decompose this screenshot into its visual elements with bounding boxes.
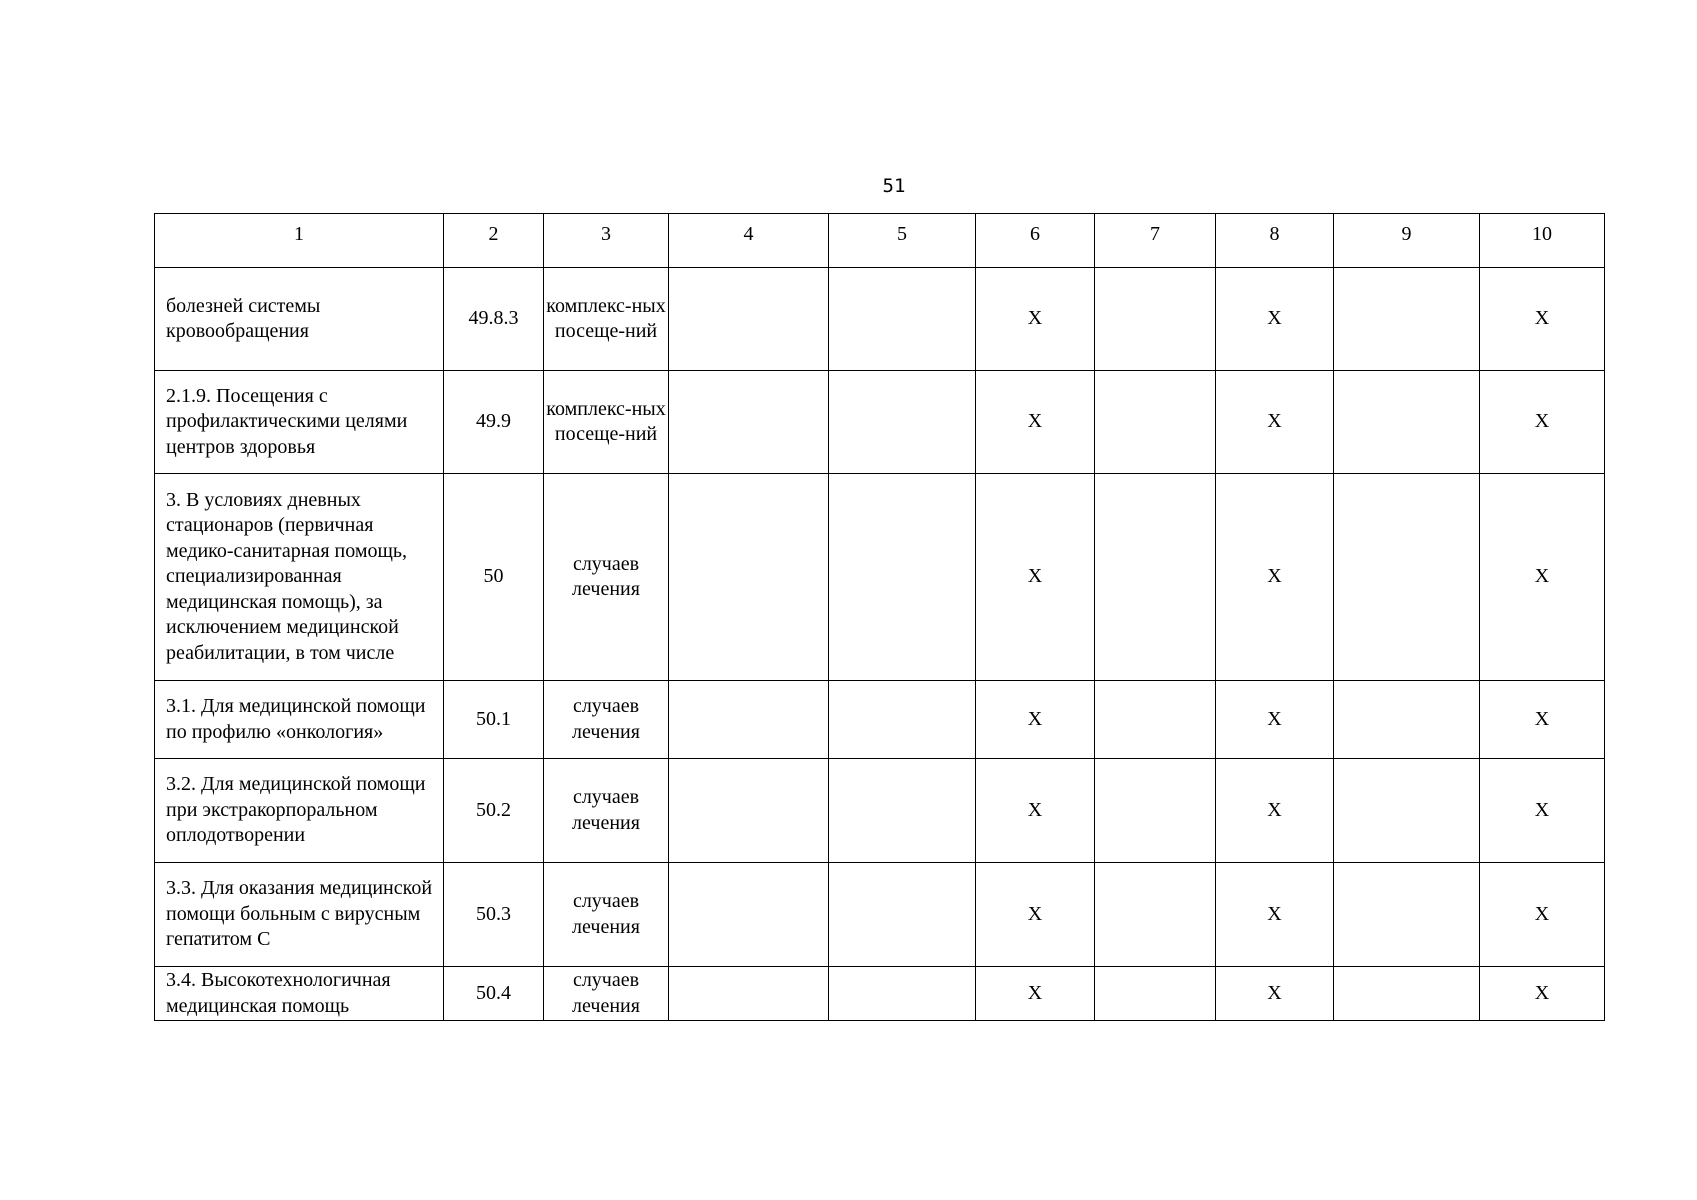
row-name-cell (155, 681, 444, 759)
row-name: 3.3. Для оказания медицинской помощи больным с вирусным гепатитом С (166, 877, 433, 951)
row-col8-cell: X (1216, 967, 1334, 1021)
table-row (155, 371, 1605, 474)
table-row (155, 681, 1605, 759)
row-col6-cell: X (976, 863, 1095, 967)
row-col7-cell (1095, 268, 1216, 371)
table-row (155, 474, 1605, 681)
row-col10-cell: X (1480, 967, 1605, 1021)
row-unit: случаев лечения (572, 695, 640, 743)
column-header: 6 (976, 214, 1095, 268)
row-col8-cell: X (1216, 474, 1334, 681)
row-col9-cell (1334, 681, 1480, 759)
row-col5-cell (829, 474, 976, 681)
row-col4-cell (669, 759, 829, 863)
row-col6-cell: X (976, 681, 1095, 759)
row-col4-cell (669, 681, 829, 759)
row-col5-cell (829, 681, 976, 759)
column-header: 4 (669, 214, 829, 268)
column-header: 10 (1480, 214, 1605, 268)
row-col8-cell: X (1216, 759, 1334, 863)
row-col9-cell (1334, 268, 1480, 371)
row-col7-cell (1095, 863, 1216, 967)
row-col10-cell: X (1480, 474, 1605, 681)
row-code-cell: 50 (444, 474, 544, 681)
row-col4-cell (669, 967, 829, 1021)
row-col9-cell (1334, 759, 1480, 863)
row-code-cell: 50.1 (444, 681, 544, 759)
row-col10-cell: X (1480, 863, 1605, 967)
row-unit: случаев лечения (572, 552, 640, 600)
row-col4-cell (669, 371, 829, 474)
row-code-cell: 49.8.3 (444, 268, 544, 371)
row-col4-cell (669, 474, 829, 681)
row-col8-cell: X (1216, 268, 1334, 371)
row-col9-cell (1334, 863, 1480, 967)
page-number: 51 (882, 175, 906, 197)
row-col6-cell: X (976, 371, 1095, 474)
row-col4-cell (669, 268, 829, 371)
row-unit-cell (544, 371, 669, 474)
row-name-cell (155, 759, 444, 863)
row-col7-cell (1095, 681, 1216, 759)
row-col8-cell: X (1216, 371, 1334, 474)
row-col7-cell (1095, 371, 1216, 474)
row-code-cell: 50.2 (444, 759, 544, 863)
row-col10-cell: X (1480, 268, 1605, 371)
row-code-cell: 49.9 (444, 371, 544, 474)
row-col6-cell: X (976, 967, 1095, 1021)
row-unit-cell (544, 681, 669, 759)
row-unit: случаев лечения (572, 890, 640, 938)
row-name: 3.1. Для медицинской помощи по профилю «онкология» (166, 695, 426, 743)
row-col6-cell: X (976, 474, 1095, 681)
table-header-row (155, 214, 1605, 268)
column-header: 9 (1334, 214, 1480, 268)
row-col6-cell: X (976, 268, 1095, 371)
row-col9-cell (1334, 967, 1480, 1021)
column-header: 2 (444, 214, 544, 268)
column-header: 5 (829, 214, 976, 268)
row-unit-cell (544, 863, 669, 967)
row-code-cell: 50.4 (444, 967, 544, 1021)
row-col7-cell (1095, 967, 1216, 1021)
table-row (155, 863, 1605, 967)
column-header: 3 (544, 214, 669, 268)
row-name-cell (155, 268, 444, 371)
row-name-cell (155, 371, 444, 474)
row-col5-cell (829, 863, 976, 967)
row-name-cell (155, 967, 444, 1021)
row-col8-cell: X (1216, 681, 1334, 759)
row-col5-cell (829, 268, 976, 371)
row-col6-cell: X (976, 759, 1095, 863)
row-name: 3. В условиях дневных стационаров (первичная медико-санитарная помощь, специализированная медицинская помощь), за исключением медицинской реабилитации, в том числе (166, 488, 408, 664)
row-col9-cell (1334, 371, 1480, 474)
table-row (155, 967, 1605, 1021)
row-unit-cell (544, 474, 669, 681)
row-col10-cell: X (1480, 371, 1605, 474)
row-name-cell (155, 863, 444, 967)
row-unit: случаев лечения (572, 969, 640, 1017)
column-header: 8 (1216, 214, 1334, 268)
row-name: 2.1.9. Посещения с профилактическими целями центров здоровья (166, 384, 408, 458)
row-col4-cell (669, 863, 829, 967)
row-unit: комплекс-ных посеще-ний (546, 294, 666, 342)
row-col9-cell (1334, 474, 1480, 681)
data-table (154, 213, 1605, 1021)
row-name: 3.4. Высокотехнологичная медицинская помощь (166, 969, 391, 1017)
row-unit-cell (544, 759, 669, 863)
row-col5-cell (829, 371, 976, 474)
table-row (155, 268, 1605, 371)
row-unit-cell (544, 967, 669, 1021)
row-name: болезней системы кровообращения (166, 294, 321, 342)
row-col10-cell: X (1480, 681, 1605, 759)
row-unit: случаев лечения (572, 786, 640, 834)
row-name-cell (155, 474, 444, 681)
row-col8-cell: X (1216, 863, 1334, 967)
row-col7-cell (1095, 759, 1216, 863)
row-name: 3.2. Для медицинской помощи при экстракорпоральном оплодотворении (166, 773, 426, 847)
row-unit-cell (544, 268, 669, 371)
column-header: 1 (155, 214, 444, 268)
column-header: 7 (1095, 214, 1216, 268)
table-row (155, 759, 1605, 863)
row-unit: комплекс-ных посеще-ний (546, 397, 666, 445)
row-code-cell: 50.3 (444, 863, 544, 967)
row-col10-cell: X (1480, 759, 1605, 863)
row-col5-cell (829, 967, 976, 1021)
row-col7-cell (1095, 474, 1216, 681)
row-col5-cell (829, 759, 976, 863)
